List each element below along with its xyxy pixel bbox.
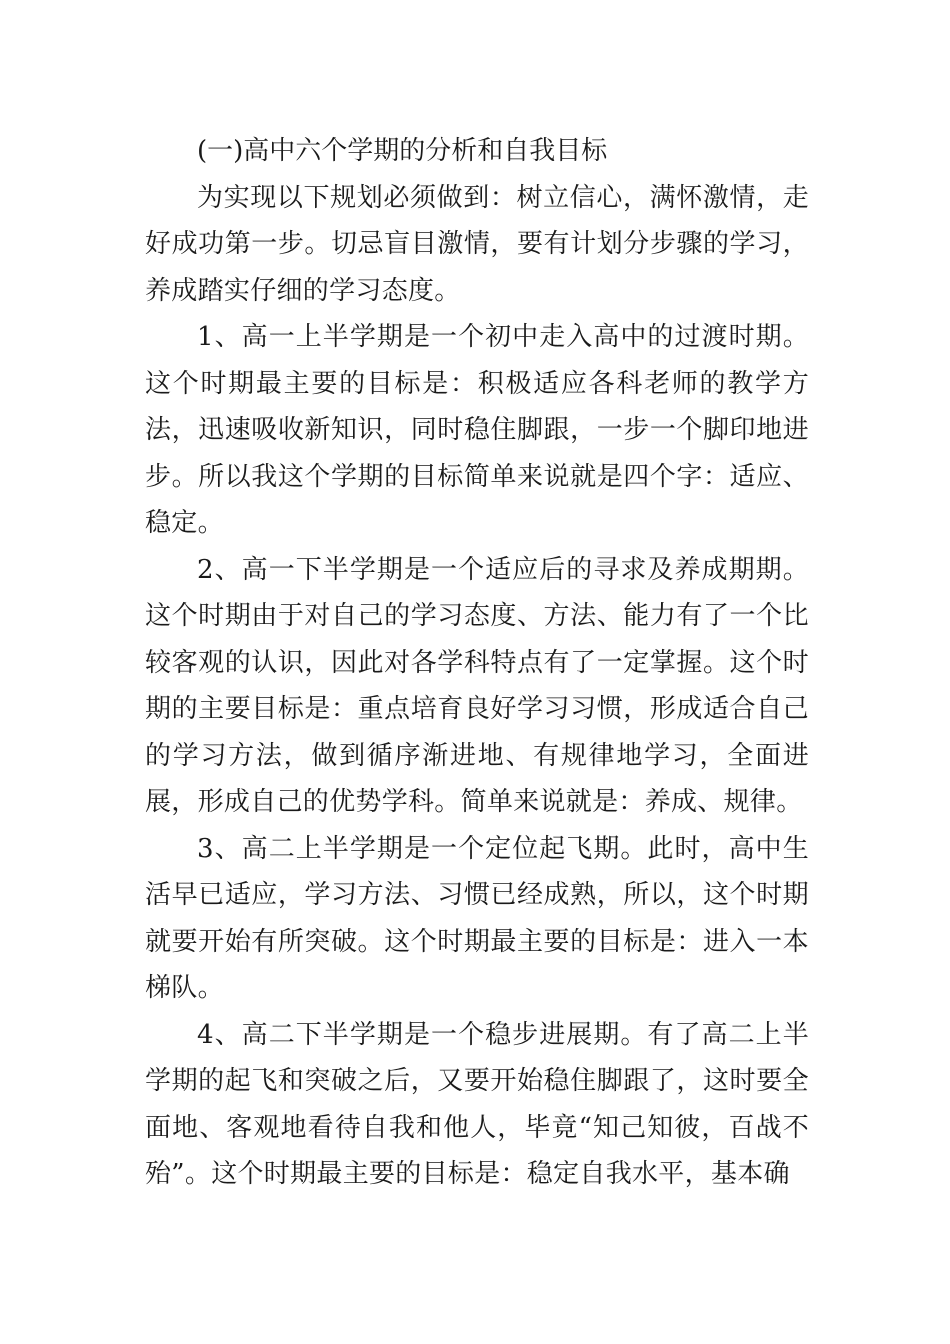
paragraph-semester-3: 3、高二上半学期是一个定位起飞期。此时，高中生活早已适应，学习方法、习惯已经成熟，所以，这个时期就要开始有所突破。这个时期最主要的目标是：进入一本梯队。	[145, 833, 809, 1003]
paragraph-semester-4: 4、高二下半学期是一个稳步进展期。有了高二上半学期的起飞和突破之后，又要开始稳住脚跟了，这时要全面地、客观地看待自我和他人，毕竟“知己知彼，百战不殆”。这个时期最主要的目标是：稳定自我水平，基本确	[145, 1019, 809, 1189]
paragraph-semester-2: 2、高一下半学期是一个适应后的寻求及养成期期。这个时期由于对自己的学习态度、方法、能力有了一个比较客观的认识，因此对各学科特点有了一定掌握。这个时期的主要目标是：重点培育良好学习习惯，形成适合自己的学习方法，做到循序渐进地、有规律地学习，全面进展，形成自己的优势学科。简单来说就是：养成、规律。	[145, 554, 809, 817]
document-body	[145, 128, 809, 1198]
section-heading: (一)高中六个学期的分析和自我目标	[197, 136, 608, 166]
paragraph-intro: 为实现以下规划必须做到：树立信心，满怀激情，走好成功第一步。切忌盲目激情，要有计划分步骤的学习，养成踏实仔细的学习态度。	[145, 182, 809, 306]
paragraph-semester-1: 1、高一上半学期是一个初中走入高中的过渡时期。这个时期最主要的目标是：积极适应各科老师的教学方法，迅速吸收新知识，同时稳住脚跟，一步一个脚印地进步。所以我这个学期的目标简单来说就是四个字：适应、稳定。	[145, 322, 809, 538]
